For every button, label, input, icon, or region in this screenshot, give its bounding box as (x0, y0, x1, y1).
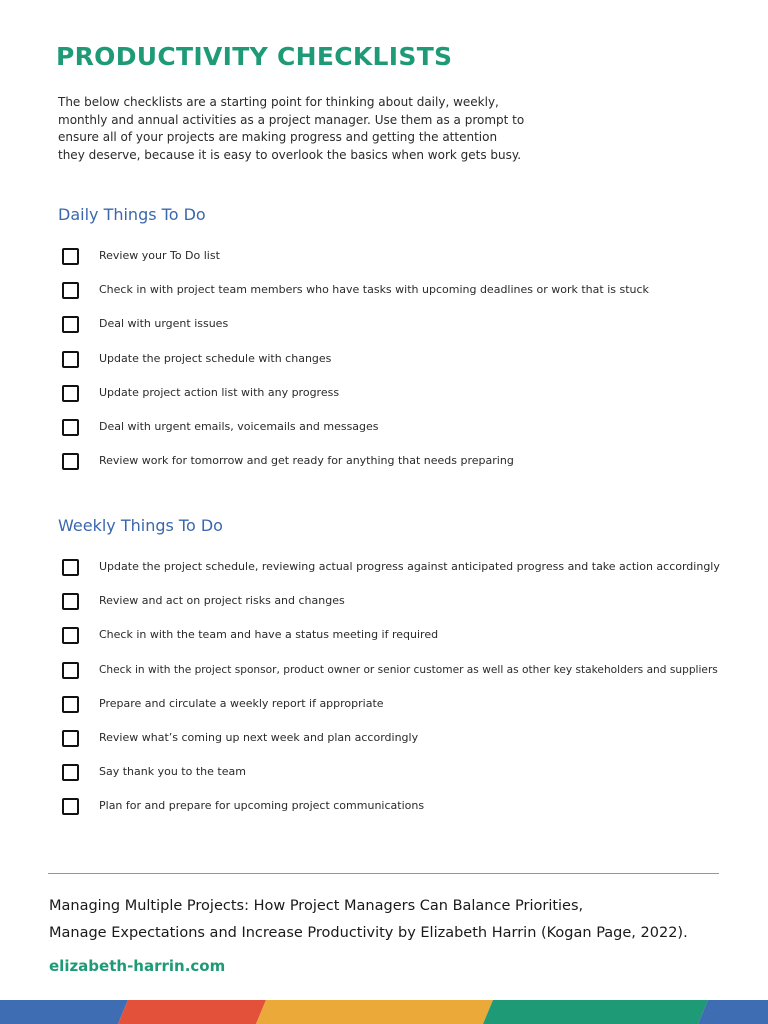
checkbox[interactable] (62, 316, 79, 333)
checkbox[interactable] (62, 764, 79, 781)
weekly-item (0, 625, 768, 659)
checkbox[interactable] (62, 662, 79, 679)
bar-segment-orange (256, 1000, 493, 1024)
checkbox[interactable] (62, 282, 79, 299)
checkbox[interactable] (62, 453, 79, 470)
citation-line: Manage Expectations and Increase Productivity by Elizabeth Harrin (Kogan Page, 2022). (49, 925, 688, 941)
weekly-item (0, 762, 768, 796)
checkbox[interactable] (62, 385, 79, 402)
weekly-item (0, 660, 768, 694)
daily-heading: Daily Things To Do (58, 205, 206, 224)
page-title: PRODUCTIVITY CHECKLISTS (56, 42, 453, 71)
checkbox[interactable] (62, 351, 79, 368)
weekly-item (0, 591, 768, 625)
weekly-item-label: Review what’s coming up next week and plan accordingly (99, 730, 419, 744)
daily-item-label: Review work for tomorrow and get ready for anything that needs preparing (99, 454, 514, 468)
daily-item (0, 246, 768, 280)
daily-item (0, 417, 768, 451)
weekly-item-label: Plan for and prepare for upcoming project communications (99, 799, 425, 813)
daily-item-label: Deal with urgent emails, voicemails and messages (99, 419, 379, 433)
bar-segment-red (118, 1000, 266, 1024)
footer-divider (48, 873, 719, 874)
daily-item-label: Deal with urgent issues (99, 317, 229, 331)
weekly-item-label: Prepare and circulate a weekly report if appropriate (99, 696, 384, 710)
checkbox[interactable] (62, 248, 79, 265)
checkbox[interactable] (62, 559, 79, 576)
decorative-color-bar (0, 1000, 768, 1024)
weekly-item-label: Check in with the project sponsor, product owner or senior customer as well as other key stakeholders and suppliers (99, 663, 718, 676)
citation-line: Managing Multiple Projects: How Project Managers Can Balance Priorities, (49, 898, 584, 914)
daily-item (0, 280, 768, 314)
bar-segment-blue-end (698, 1000, 768, 1024)
intro-line: monthly and annual activities as a project manager. Use them as a prompt to (58, 112, 525, 127)
daily-item-label: Update the project schedule with changes (99, 351, 332, 365)
checkbox[interactable] (62, 627, 79, 644)
daily-checklist (0, 246, 768, 485)
weekly-checklist (0, 557, 768, 831)
weekly-item-label: Check in with the team and have a status meeting if required (99, 628, 439, 642)
checkbox[interactable] (62, 730, 79, 747)
book-citation (49, 893, 688, 947)
daily-item (0, 383, 768, 417)
weekly-item (0, 796, 768, 830)
intro-paragraph (58, 94, 528, 164)
weekly-item-label: Say thank you to the team (99, 765, 246, 779)
intro-line: The below checklists are a starting point for thinking about daily, weekly, (58, 95, 499, 109)
checkbox[interactable] (62, 696, 79, 713)
website-link[interactable]: elizabeth-harrin.com (49, 957, 226, 975)
intro-line: ensure all of your projects are making progress and getting the attention (58, 130, 498, 144)
weekly-item (0, 557, 768, 591)
weekly-heading: Weekly Things To Do (58, 516, 223, 535)
daily-item (0, 451, 768, 485)
bar-segment-green (483, 1000, 708, 1024)
checkbox[interactable] (62, 419, 79, 436)
daily-item (0, 314, 768, 348)
bar-segment-blue (0, 1000, 128, 1024)
weekly-item-label: Review and act on project risks and changes (99, 594, 345, 608)
daily-item-label: Update project action list with any progress (99, 385, 340, 399)
weekly-item-label: Update the project schedule, reviewing actual progress against anticipated progress and take action accordingly (99, 560, 720, 573)
checkbox[interactable] (62, 798, 79, 815)
daily-item-label: Review your To Do list (99, 249, 220, 262)
daily-item-label: Check in with project team members who have tasks with upcoming deadlines or work that is stuck (99, 283, 649, 297)
weekly-item (0, 728, 768, 762)
daily-item (0, 349, 768, 383)
checkbox[interactable] (62, 593, 79, 610)
intro-line: they deserve, because it is easy to overlook the basics when work gets busy. (58, 147, 522, 162)
weekly-item (0, 694, 768, 728)
